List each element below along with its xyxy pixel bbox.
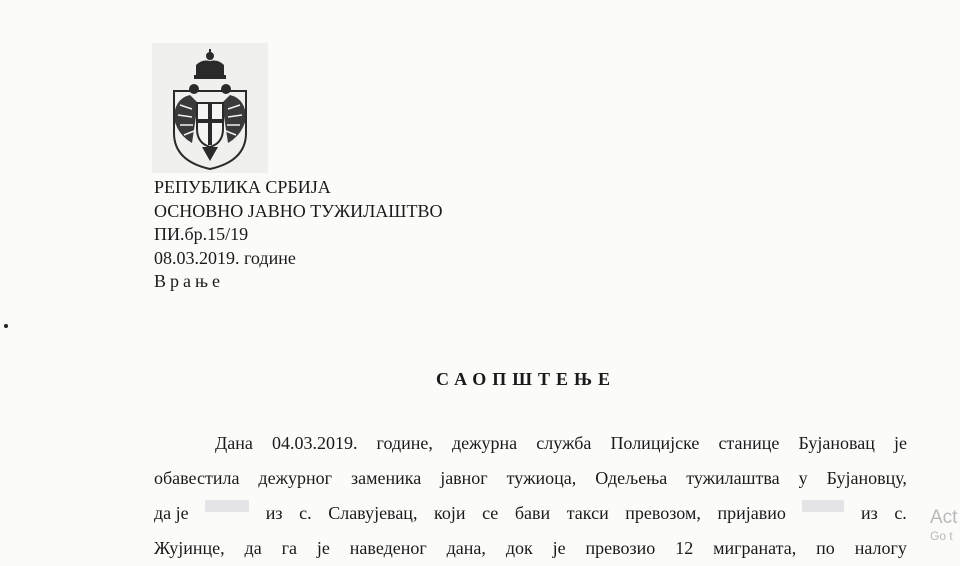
document-header — [154, 176, 442, 294]
document-body — [154, 426, 907, 566]
body-line-1: Дана 04.03.2019. године, дежурна служба Полицијске станице Бујановац је — [215, 433, 907, 453]
redacted-name — [205, 500, 249, 512]
watermark-line-1: Act — [930, 507, 958, 528]
office-name: ОСНОВНО ЈАВНО ТУЖИЛАШТВО — [154, 200, 443, 221]
activation-watermark — [930, 508, 957, 544]
body-line-3: да је из с. Славујевац, који се бави такси превозом, пријавио из с. — [154, 496, 907, 531]
document-title: САОПШТЕЊЕ — [435, 369, 617, 389]
case-number: ПИ.бр.15/19 — [154, 224, 249, 244]
document-city: Врање — [154, 271, 225, 291]
coat-of-arms-logo — [152, 43, 268, 173]
body-line-2: обавестила дежурног заменика јавног тужиоца, Одељења тужилаштва у Бујановцу, — [154, 468, 907, 488]
document-date: 08.03.2019. године — [154, 247, 296, 268]
redacted-name — [802, 500, 844, 512]
scan-speck — [4, 324, 8, 328]
republic-name: РЕПУБЛИКА СРБИЈА — [154, 177, 331, 197]
serbian-eagle-icon — [152, 43, 268, 173]
watermark-line-2: Go t — [930, 529, 953, 543]
body-line-4: Жујинце, да га је наведеног дана, док је превозио 12 миграната, по налогу — [154, 538, 907, 558]
